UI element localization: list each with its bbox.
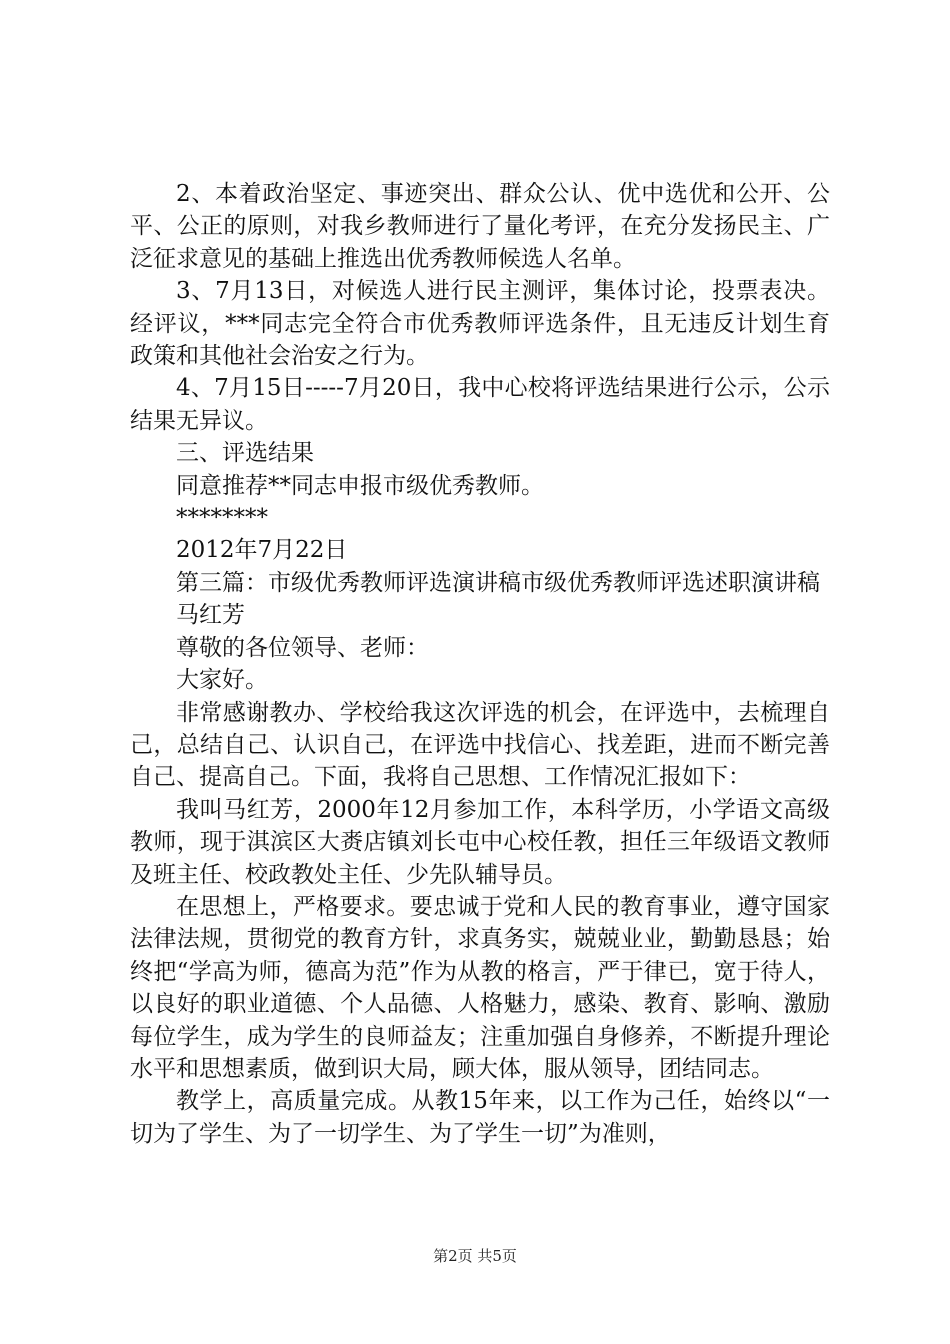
paragraph: 在思想上，严格要求。要忠诚于党和人民的教育事业，遵守国家法律法规，贯彻党的教育方针，求真务实，兢兢业业，勤勤恳恳；始终把“学高为师，德高为范”作为从教的格言，严于律已，宽于待人，以良好的职业道德、个人品德、人格魅力，感染、教育、影响、激励每位学生，成为学生的良师益友；注重加强自身修养，不断提升理论水平和思想素质，做到识大局，顾大体，服从领导，团结同志。 [130, 893, 830, 1082]
date-line: 2012年7月22日 [176, 537, 348, 564]
chapter-title: 第三篇：市级优秀教师评选演讲稿市级优秀教师评选述职演讲稿 [176, 569, 820, 596]
paragraph: 教学上，高质量完成。从教15年来，以工作为己任，始终以“一切为了学生、为了一切学生、为了学生一切”为准则， [130, 1088, 830, 1147]
page-footer: 第2页 共5页 [433, 1247, 517, 1265]
signature-placeholder: ******** [176, 505, 268, 532]
paragraph: 非常感谢教办、学校给我这次评选的机会，在评选中，去梳理自己，总结自己、认识自己，在评选中找信心、找差距，进而不断完善自己、提高自己。下面，我将自己思想、工作情况汇报如下： [130, 699, 830, 791]
paragraph: 我叫马红芳，2000年12月参加工作，本科学历，小学语文高级教师，现于淇滨区大赉店镇刘长屯中心校任教，担任三年级语文教师及班主任、校政教处主任、少先队辅导员。 [130, 796, 830, 888]
paragraph: 3、7月13日，对候选人进行民主测评，集体讨论，投票表决。经评议，***同志完全符合市优秀教师评选条件，且无违反计划生育政策和其他社会治安之行为。 [130, 278, 830, 370]
greeting: 大家好。 [176, 667, 268, 694]
section-heading: 三、评选结果 [176, 440, 314, 467]
salutation: 尊敬的各位领导、老师： [176, 634, 429, 661]
paragraph: 同意推荐**同志申报市级优秀教师。 [176, 472, 544, 499]
paragraph: 4、7月15日-----7月20日，我中心校将评选结果进行公示，公示结果无异议。 [130, 375, 830, 434]
document-body [130, 178, 830, 1150]
author-name: 马红芳 [176, 602, 245, 629]
paragraph: 2、本着政治坚定、事迹突出、群众公认、优中选优和公开、公平、公正的原则，对我乡教师进行了量化考评，在充分发扬民主、广泛征求意见的基础上推选出优秀教师候选人名单。 [130, 181, 830, 272]
